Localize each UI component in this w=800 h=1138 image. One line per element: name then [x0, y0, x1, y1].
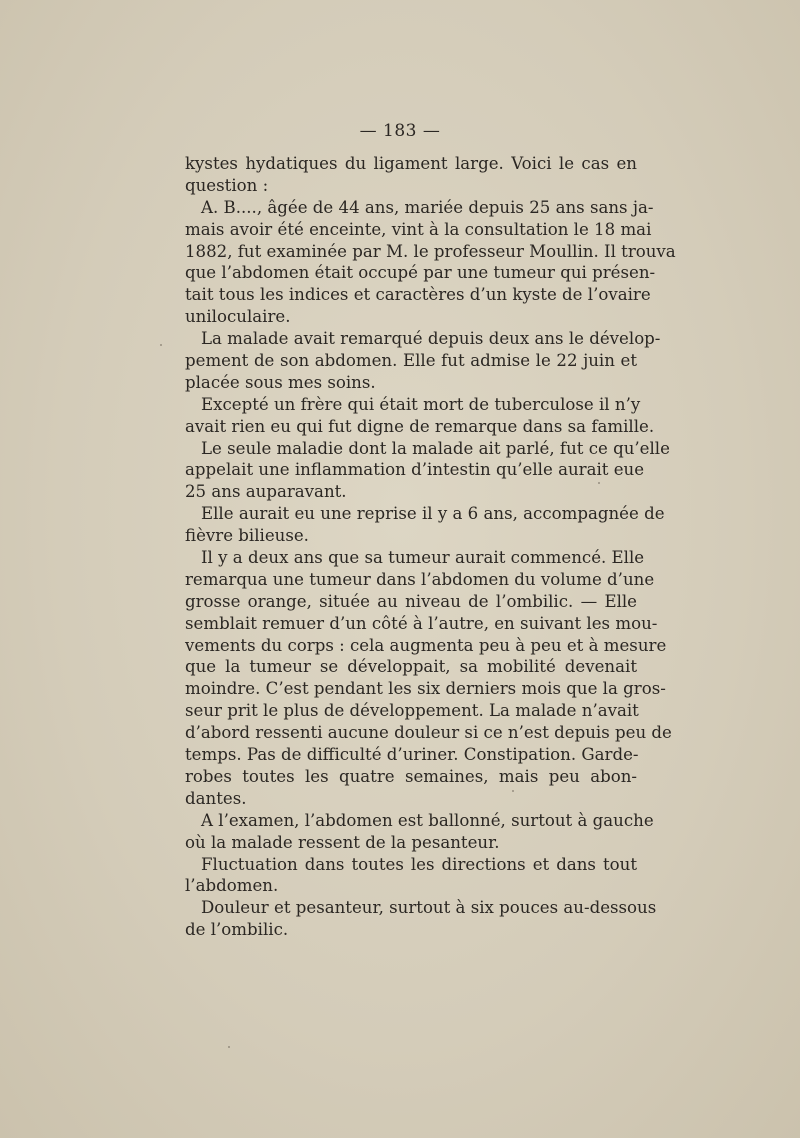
- text-line: moindre. C’est pendant les six derniers mois que la gros-: [185, 679, 666, 699]
- text-line: mais avoir été enceinte, vint à la consultation le 18 mai: [185, 219, 652, 239]
- text-line: appelait une inflammation d’intestin qu’elle aurait eue: [185, 460, 645, 480]
- text-line: que la tumeur se développait, sa mobilité devenait: [185, 657, 637, 677]
- text-line: pement de son abdomen. Elle fut admise le 22 juin et: [185, 351, 637, 371]
- text-line: grosse orange, située au niveau de l’ombilic. — Elle: [185, 591, 637, 611]
- text-line: d’abord ressenti aucune douleur si ce n’est depuis peu de: [185, 723, 672, 743]
- text-line: A. B...., âgée de 44 ans, mariée depuis 25 ans sans ja-: [201, 197, 654, 217]
- paper-speck: [228, 1046, 230, 1048]
- text-line: fièvre bilieuse.: [185, 526, 309, 546]
- text-line: A l’examen, l’abdomen est ballonné, surtout à gauche: [201, 810, 654, 830]
- text-line: uniloculaire.: [185, 307, 291, 327]
- body-text: [185, 153, 676, 941]
- text-line: que l’abdomen était occupé par une tumeur qui présen-: [185, 263, 656, 283]
- paper-speck: [512, 790, 514, 792]
- text-line: Fluctuation dans toutes les directions et dans tout: [201, 854, 637, 874]
- text-line: avait rien eu qui fut digne de remarque dans sa famille.: [185, 416, 655, 436]
- text-line: Excepté un frère qui était mort de tuberculose il n’y: [201, 394, 641, 414]
- page-number: — 183 —: [359, 121, 441, 141]
- text-line: temps. Pas de difficulté d’uriner. Constipation. Garde-: [185, 745, 639, 765]
- text-line: Elle aurait eu une reprise il y a 6 ans, accompagnée de: [201, 504, 665, 524]
- text-line: de l’ombilic.: [185, 920, 289, 940]
- text-line: Le seule maladie dont la malade ait parlé, fut ce qu’elle: [201, 438, 670, 458]
- text-line: semblait remuer d’un côté à l’autre, en suivant les mou-: [185, 613, 658, 633]
- text-line: tait tous les indices et caractères d’un kyste de l’ovaire: [185, 285, 651, 305]
- text-line: dantes.: [185, 788, 247, 808]
- text-line: 25 ans auparavant.: [185, 482, 347, 502]
- paper-speck: [598, 482, 600, 484]
- text-line: question :: [185, 175, 269, 195]
- text-line: vements du corps : cela augmenta peu à peu et à mesure: [185, 635, 667, 655]
- text-line: kystes hydatiques du ligament large. Voici le cas en: [185, 154, 637, 173]
- text-line: 1882, fut examinée par M. le professeur Moullin. Il trouva: [185, 241, 676, 261]
- text-line: l’abdomen.: [185, 876, 279, 896]
- text-line: Douleur et pesanteur, surtout à six pouces au-dessous: [201, 898, 657, 918]
- paper-speck: [160, 344, 162, 346]
- text-line: seur prit le plus de développement. La malade n’avait: [185, 701, 639, 721]
- text-line: La malade avait remarqué depuis deux ans le dévelop-: [201, 329, 661, 349]
- text-line: où la malade ressent de la pesanteur.: [185, 832, 500, 852]
- text-line: Il y a deux ans que sa tumeur aurait commencé. Elle: [201, 548, 645, 568]
- text-line: placée sous mes soins.: [185, 372, 376, 392]
- text-line: remarqua une tumeur dans l’abdomen du volume d’une: [185, 569, 655, 589]
- text-line: robes toutes les quatre semaines, mais peu abon-: [185, 766, 637, 786]
